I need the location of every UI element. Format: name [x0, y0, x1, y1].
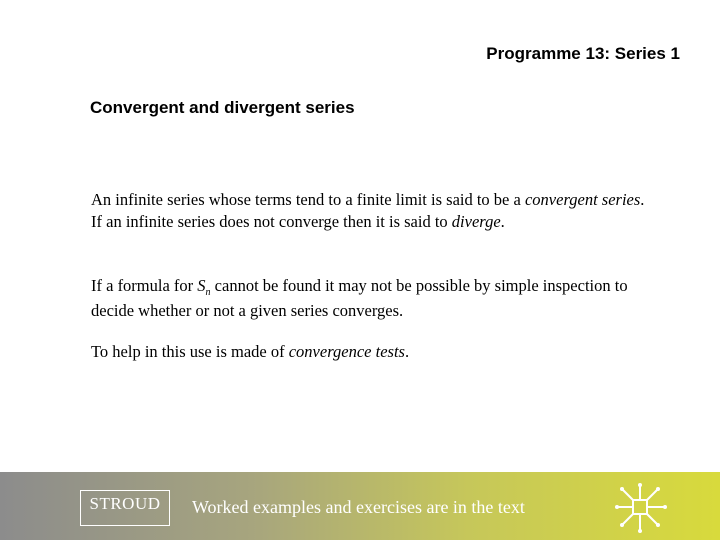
programme-title: Programme 13: Series 1 [486, 44, 680, 63]
footer-note: Worked examples and exercises are in the text [192, 497, 525, 517]
term-convergence-tests: convergence tests [288, 342, 405, 361]
symbol-s: S [197, 276, 206, 295]
network-node-icon [614, 482, 668, 534]
text-run: cannot be found it may not be possible by simple inspection to decide whether or not a given series converges. [91, 276, 628, 320]
text-run: . [500, 211, 505, 231]
stroud-logo: STROUD [80, 490, 170, 526]
footer-bar [0, 472, 720, 540]
text-run: An infinite series whose terms tend to a finite limit is said to be a [91, 190, 525, 209]
term-diverge: diverge [451, 211, 501, 231]
text-run: . If an infinite series does not converge then it is said to [91, 190, 645, 231]
term-convergent-series: convergent series [524, 190, 641, 209]
symbol-subscript-n: n [205, 287, 211, 298]
text-run: To help in this use is made of [91, 342, 289, 361]
paragraph-definition [91, 189, 651, 232]
text-run: . [404, 342, 410, 361]
section-title: Convergent and divergent series [90, 98, 355, 117]
paragraph-formula [91, 275, 651, 321]
text-run: If a formula for [91, 276, 198, 295]
paragraph-tests [91, 341, 651, 363]
